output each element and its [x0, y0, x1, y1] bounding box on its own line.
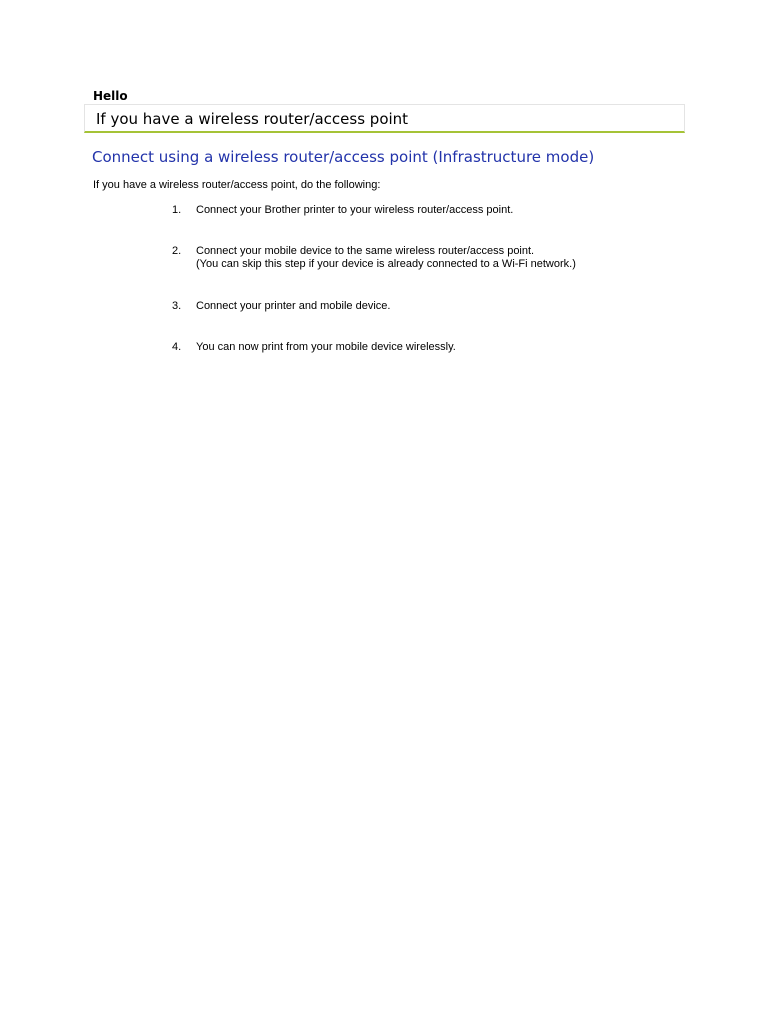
page-heading: If you have a wireless router/access point — [96, 110, 409, 128]
step-text: Connect your printer and mobile device. — [196, 300, 391, 312]
step-number: 4. — [172, 341, 182, 353]
section-title: Connect using a wireless router/access point (Infrastructure mode) — [92, 148, 595, 166]
greeting-text: Hello — [93, 89, 128, 103]
step-main-text: Connect your mobile device to the same wireless router/access point. — [196, 245, 535, 257]
step-note-text: (You can skip this step if your device is already connected to a Wi-Fi network.) — [196, 258, 576, 270]
step-text: You can now print from your mobile device wirelessly. — [196, 341, 456, 353]
section-heading-box — [84, 104, 685, 133]
step-text — [196, 245, 576, 271]
intro-paragraph: If you have a wireless router/access point, do the following: — [93, 179, 381, 191]
step-text: Connect your Brother printer to your wireless router/access point. — [196, 204, 514, 216]
step-number: 2. — [172, 245, 182, 257]
step-number: 3. — [172, 300, 182, 312]
step-number: 1. — [172, 204, 182, 216]
